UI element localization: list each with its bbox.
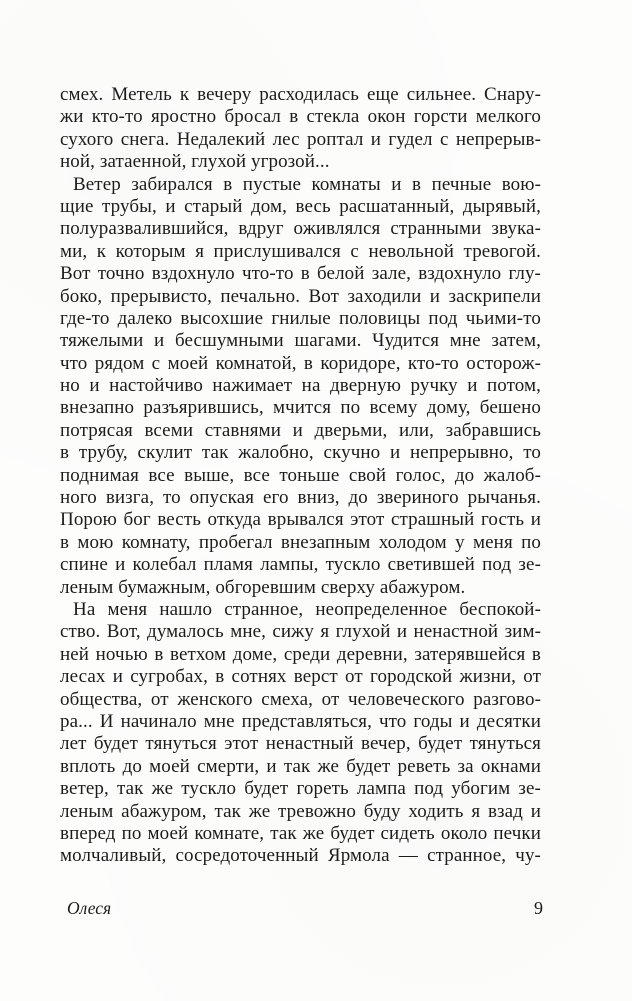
text-line: в мою комнату, пробегал внезапным холодом у меня по xyxy=(60,531,541,553)
text-line: жи кто-то яростно бросал в стекла окон горсти мелкого xyxy=(60,106,541,128)
text-line: леным бумажным, обгоревшим сверху абажуром. xyxy=(60,576,466,598)
text-line: щие трубы, и старый дом, весь расшатанный, дырявый, xyxy=(60,195,541,217)
text-line: но и настойчиво нажимает на дверную ручку и потом, xyxy=(60,375,541,397)
text-line: внезапно разъярившись, мчится по всему дому, бешено xyxy=(60,397,541,419)
text-line: общества, от женского смеха, от человеческого разгово- xyxy=(60,688,541,710)
text-line: молчаливый, сосредоточенный Ярмола — странное, чу- xyxy=(60,845,541,867)
text-line: лесах и сугробах, в сотнях верст от городской жизни, от xyxy=(60,666,541,688)
text-line: ми, к которым я прислушивался с невольной тревогой. xyxy=(60,240,541,262)
text-block xyxy=(60,84,541,868)
text-line: ветер, так же тускло будет гореть лампа под убогим зе- xyxy=(60,778,541,800)
text-line: что рядом с моей комнатой, в коридоре, кто-то осторож- xyxy=(60,352,541,374)
paragraph xyxy=(60,174,541,599)
text-line: сухого снега. Недалекий лес роптал и гудел с непрерыв- xyxy=(60,128,541,150)
text-line: Порою бог весть откуда врывался этот страшный гость и xyxy=(60,509,541,531)
footer-book-title: Олеся xyxy=(67,898,112,918)
text-line: ной, затаенной, глухой угрозой... xyxy=(60,151,330,173)
text-line: ного визга, то опуская его вниз, до звериного рычанья. xyxy=(60,487,541,509)
text-line: боко, прерывисто, печально. Вот заходили и заскрипели xyxy=(60,285,541,307)
text-line: смех. Метель к вечеру расходилась еще сильнее. Снару- xyxy=(60,84,541,105)
text-line: вплоть до моей смерти, и так же будет реветь за окнами xyxy=(60,755,541,777)
page-footer xyxy=(62,898,543,919)
text-line: Вот точно вздохнуло что-то в белой зале, вздохнуло глу- xyxy=(60,263,541,285)
text-line: Ветер забирался в пустые комнаты и в печные вою- xyxy=(73,173,541,195)
text-line: тяжелыми и бесшумными шагами. Чудится мне затем, xyxy=(60,330,541,352)
paragraph xyxy=(60,84,541,174)
text-line: ра... И начинало мне представляться, что годы и десятки xyxy=(60,710,541,732)
text-line: потрясая всеми ставнями и дверьми, или, забравшись xyxy=(60,419,541,441)
text-line: лет будет тянуться этот ненастный вечер, будет тянуться xyxy=(60,733,541,755)
footer-page-number: 9 xyxy=(534,898,543,918)
text-line: леным абажуром, так же тревожно буду ходить я взад и xyxy=(60,800,541,822)
text-line: ней ночью в ветхом доме, среди деревни, затерявшейся в xyxy=(60,643,541,665)
text-line: спине и колебал пламя лампы, тускло светившей под зе- xyxy=(60,554,541,576)
text-line: в трубу, скулит так жалобно, скучно и непрерывно, то xyxy=(60,442,541,464)
text-line: ство. Вот, думалось мне, сижу я глухой и ненастной зим- xyxy=(60,621,541,643)
text-line: полуразвалившийся, вдруг оживлялся странными звука- xyxy=(60,218,541,240)
text-line: поднимая все выше, все тоньше свой голос, до жалоб- xyxy=(60,464,541,486)
paragraph xyxy=(60,599,541,868)
text-line: На меня нашло странное, неопределенное беспокой- xyxy=(73,598,541,620)
text-line: где-то далеко высохшие гнилые половицы под чьими-то xyxy=(60,307,541,329)
text-line: вперед по моей комнате, так же будет сидеть около печки xyxy=(60,822,541,844)
